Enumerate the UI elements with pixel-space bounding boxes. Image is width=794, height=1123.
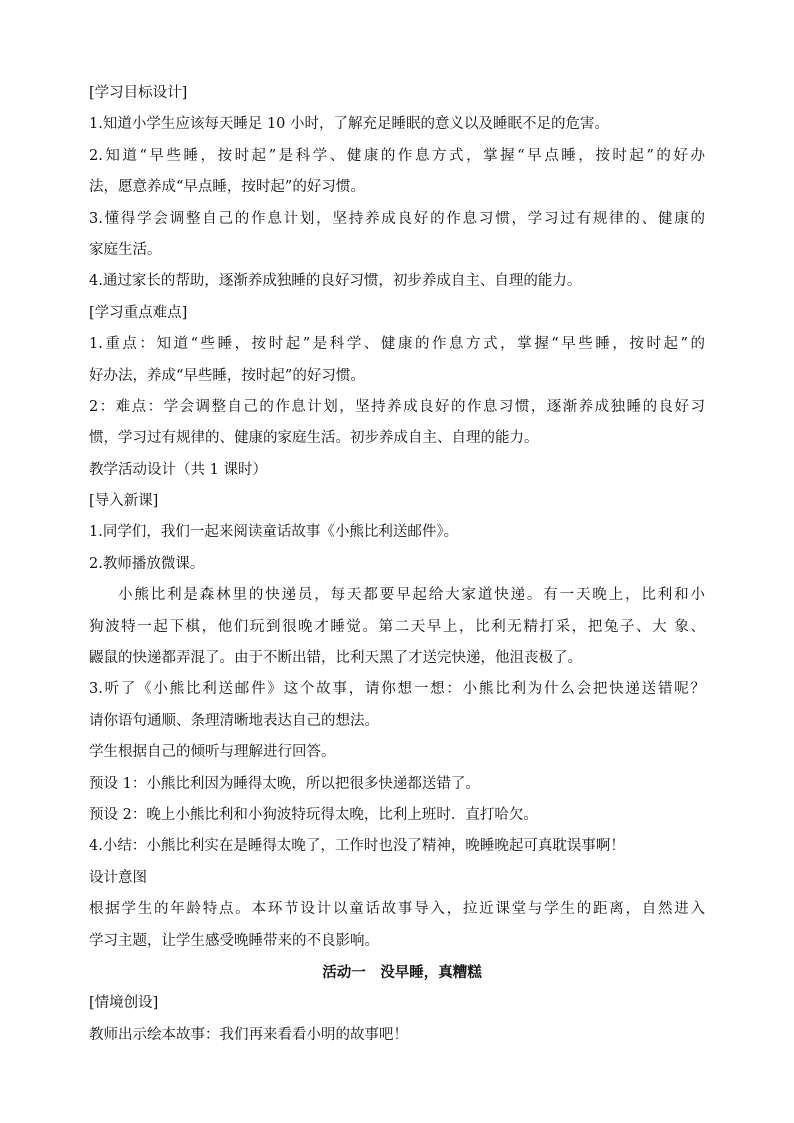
text-line: 惯，学习过有规律的、健康的家庭生活。初步养成自主、自理的能力。 (89, 430, 539, 447)
text-line: 4.小结：小熊比利实在是睡得太晚了，工作时也没了精神，晚睡晚起可真耽误事啊！ (89, 838, 625, 855)
text-line: 2.教师播放微课。 (89, 555, 205, 572)
text-line: 学习主题，让学生感受晚睡带来的不良影响。 (89, 932, 379, 949)
text-line: 法，愿意养成“早点睡，按时起”的好习惯。 (89, 179, 365, 196)
text-line: 3.听了《小熊比利送邮件》这个故事，请你想一想：小熊比利为什么会把快递送错呢？ (89, 681, 705, 698)
text-line: 狗波特一起下棋，他们玩到很晚才睡觉。第二天早上，比利无精打采，把兔子、大 象、 (89, 618, 705, 635)
text-line: 学生根据自己的倾听与理解进行回答。 (89, 744, 336, 761)
text-line: 2：难点：学会调整自己的作息计划，坚持养成良好的作息习惯，逐渐养成独睡的良好习 (89, 398, 705, 415)
text-line: 设计意图 (89, 869, 147, 886)
text-line: 鼹鼠的快递都弄混了。由于不断出错，比利天黑了才送完快递，他沮丧极了。 (89, 650, 582, 667)
text-line: [学习重点难点] (89, 304, 188, 321)
indented-text-line: 小熊比利是森林里的快递员，每天都要早起给大家道快递。有一天晚上，比利和小 (118, 587, 705, 604)
text-line: 请你语句通顺、条理清晰地表达自己的想法。 (89, 712, 379, 729)
text-line: 教师出示绘本故事：我们再来看看小明的故事吧！ (89, 1026, 408, 1043)
document-body (89, 78, 705, 1051)
text-line: 3.懂得学会调整自己的作息计划，坚持养成良好的作息习惯，学习过有规律的、健康的 (89, 210, 705, 227)
text-line: 1.重点：知道“些睡，按时起”是科学、健康的作息方式，掌握“早些睡，按时起”的 (89, 336, 705, 353)
text-line: 根据学生的年龄特点。本环节设计以童话故事导入，拉近课堂与学生的距离，自然进入 (89, 901, 705, 918)
text-line: 好办法，养成“早些睡，按时起”的好习惯。 (89, 367, 365, 384)
section-heading: 活动一 没早睡，真糟糕 (322, 963, 482, 981)
text-line: 预设 1：小熊比利因为睡得太晚，所以把很多快递都送错了。 (89, 775, 480, 792)
text-line: [学习目标设计] (89, 85, 188, 101)
text-line: 预设 2：晚上小熊比利和小狗波特玩得太晚，比利上班时．直打哈欠。 (89, 806, 538, 823)
text-line: 2.知道“早些睡，按时起”是科学、健康的作息方式，掌握“早点睡，按时起”的好办 (89, 147, 705, 164)
text-line: 1.同学们，我们一起来阅读童话故事《小熊比利送邮件》。 (89, 524, 459, 541)
text-line: [情境创设] (89, 995, 159, 1012)
text-line: [导入新课] (89, 493, 159, 510)
text-line: 家庭生活。 (89, 241, 162, 258)
text-line: 4.通过家长的帮助，逐渐养成独睡的良好习惯，初步养成自主、自理的能力。 (89, 273, 582, 290)
text-line: 1.知道小学生应该每天睡足 10 小时，了解充足睡眠的意义以及睡眠不足的危害。 (89, 116, 610, 133)
text-line: 教学活动设计（共 1 课时） (89, 461, 267, 478)
